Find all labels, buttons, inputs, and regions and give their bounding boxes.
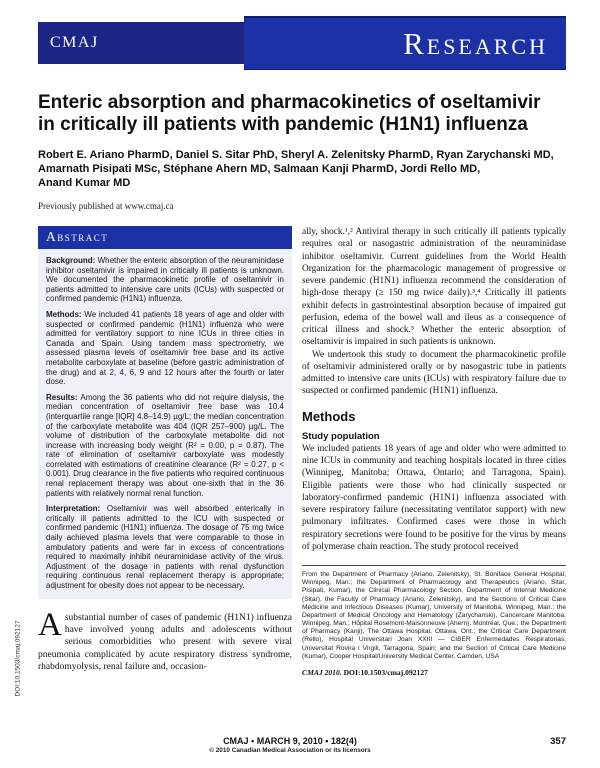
- abstract-interpretation-label: Interpretation:: [46, 504, 101, 514]
- affiliations-block: From the Department of Pharmacy (Ariano, Zelenitsky), St. Boniface General Hospital, Winnipeg, Man.; the Department of Pharmacology and Therapeutics (Ariano, Sitar, Pisipati, Kumar), the Clinical Pharmacology Section, Department of Internal Medicine (Sitar), the Faculty of Pharmacy (Ariano, Zelenitsky), and the Sections of Critical Care Medicine and Infectious Diseases (Kumar), University of Manitoba, Winnipeg, Man.; the Department of Medical Oncology and Hematology (Zarychanski), Cancercare Manitoba, Winnipeg, Man.; Hôpital Rosemont-Maisonneuve (Ahern), Montréal, Que.; the Department of Pharmacy (Kanji), The Ottawa Hospital, Ottawa, Ont.; the Critical Care Department (Rello), Hospital Universitari Joan XXIII — CIBER Enfermedades Respiratorias, Universitat Rovira i Virgili, Tarragona, Spain; and the Section of Critical Care Medicine (Kumar), Cooper Hospital/University Medical Center, Camden, USA: [302, 565, 566, 661]
- author-line: Anand Kumar MD: [38, 176, 131, 189]
- body-paragraph-2: We undertook this study to document the pharmacokinetic profile of oseltamivir administered orally or by nasogastric tube in patients admitted to intensive care units (ICUs) with respiratory failure due to suspected or confirmed pandemic (H1N1) influenza.: [302, 349, 566, 397]
- abstract-interpretation-paragraph: [46, 504, 284, 590]
- article-title: [38, 92, 558, 137]
- research-section-banner: [244, 16, 566, 70]
- intro-paragraph-text: substantial number of cases of pandemic (H1N1) influenza have involved young adults and adolescents without serious comorbidities who present with severe viral pneumonia complicated by acute respiratory distress syndrome, rhabdomyolysis, renal failure and, occasion-: [38, 612, 292, 672]
- vertical-doi-text: DOI:10.1503/cmaj.092127: [14, 620, 22, 697]
- abstract-background-paragraph: [46, 256, 284, 304]
- author-line: Amarnath Pisipati MSc, Stéphane Ahern MD, Salmaan Kanji PharmD, Jordi Rello MD,: [38, 162, 481, 175]
- intro-paragraph: [38, 606, 292, 674]
- citation-doi: DOI:10.1503/cmaj.092127: [341, 668, 428, 677]
- footer: [150, 736, 430, 754]
- drop-cap: A: [38, 606, 62, 643]
- abstract-methods-label: Methods:: [46, 309, 82, 319]
- citation-journal: CMAJ 2010.: [302, 668, 342, 677]
- study-population-paragraph: We included patients 18 years of age and older who were admitted to nine ICUs in community and teaching hospitals located in three cities (Winnipeg, Manitoba; Ottawa, Ontario; and Tarragona, Spain). Eligible patients were those who had clinically suspected or laboratory-confirmed pandemic (H1N1) influenza associated with severe respiratory failure (necessitating ventilator support) with new pulmonary infiltrates. Confirmed cases were those in which respiratory secretions were found to be positive for the virus by means of polymerase chain reaction. The study protocol received: [302, 443, 566, 552]
- abstract-results-text: Among the 36 patients who did not require dialysis, the median concentration of oseltamivir free base was 10.4 (interquartile range [IQR] 4.8–14.9) µg/L; the median concentration of the carboxylate metabolite was 404 (IQR 257–900) µg/L. The volume of distribution of the carboxylate metabolite did not increase with increasing body weight (R² = 0.00, p = 0.87). The rate of elimination of oseltamivir carboxylate was modestly correlated with estimations of creatinine clearance (R² = 0.27, p < 0.001). Drug clearance in the five patients who required continuous renal replacement therapy was about one-sixth that in the 36 patients with relatively normal renal function.: [46, 392, 284, 498]
- author-list: [38, 149, 566, 190]
- study-population-section: [302, 443, 566, 553]
- left-column: [38, 226, 292, 673]
- page-number: 357: [550, 736, 566, 747]
- abstract-results-paragraph: [46, 393, 284, 499]
- previously-published-note: Previously published at www.cmaj.ca: [38, 201, 174, 211]
- study-population-heading: Study population: [302, 430, 380, 442]
- footer-journal-issue: CMAJ • MARCH 9, 2010 • 182(4): [223, 736, 357, 746]
- abstract-results-label: Results:: [46, 392, 78, 402]
- right-column: [302, 226, 566, 677]
- two-column-layout: [38, 226, 566, 677]
- cmaj-logo-box: [38, 22, 244, 64]
- abstract-methods-text: We included 41 patients 18 years of age and older with suspected or confirmed pandemic (H1N1) influenza who were admitted for ventilatory support to nine ICUs in three cities in Canada and Spain. Using tandem mass spectrometry, we assessed plasma levels of oseltamivir free base and its active metabolite carboxylate at baseline (before gastric administration of the drug) and at 2, 4, 6, 9 and 12 hours after the fourth or later dose.: [46, 309, 284, 387]
- footer-copyright: © 2010 Canadian Medical Association or its licensors: [209, 747, 371, 754]
- abstract-background-label: Background:: [46, 256, 96, 265]
- citation-line: [302, 668, 566, 677]
- abstract-interpretation-text: Oseltamivir was well absorbed enterically in critically ill patients admitted to the ICU with suspected or confirmed pandemic (H1N1) influenza. The dosage of 75 mg twice daily achieved plasma levels that were comparable to those in ambulatory patients and were far in excess of concentrations required to maximally inhibit neuraminidase activity of the virus. Adjustment of the dosage in patients with renal dysfunction requiring continuous renal replacement therapy is appropriate; adjustment for obesity does not appear to be necessary.: [46, 504, 284, 590]
- journal-logo-text: CMAJ: [50, 34, 99, 51]
- section-label: Research: [403, 26, 548, 61]
- article-title-line2: in critically ill patients with pandemic (H1N1) influenza: [38, 114, 528, 136]
- body-paragraph-1: ally, shock.¹,² Antiviral therapy in such critically ill patients typically requires oral or nasogastric administration of the neuraminidase inhibitor oseltamivir. Current guidelines from the World Health Organization for the pharmacologic management of progressive or severe pandemic (H1N1) influenza recommend the consideration of high-dose therapy (≥ 150 mg twice daily).³,⁴ Critically ill patients exhibit defects in gastrointestinal absorption because of impaired gut perfusion, edema of the bowel wall and ileus as a consequence of critical illness and shock.⁵ Whether the enteric absorption of oseltamivir is impaired in such patients is unknown.: [302, 227, 566, 348]
- abstract-heading: Abstract: [46, 229, 109, 244]
- body-text-column2: [302, 226, 566, 398]
- abstract-background-text: Whether the enteric absorption of the neuraminidase inhibitor oseltamivir is impaired in critically ill patients is unknown. We documented the pharmacokinetic profile of oseltamivir in patients admitted to intensive care units (ICUs) with suspected or confirmed pandemic (H1N1) influenza.: [46, 256, 284, 304]
- article-title-line1: Enteric absorption and pharmacokinetics of oseltamivir: [38, 92, 541, 113]
- author-line: Robert E. Ariano PharmD, Daniel S. Sitar PhD, Sheryl A. Zelenitsky PharmD, Ryan Zarychanski MD,: [38, 149, 554, 161]
- abstract-header-bar: [38, 226, 292, 249]
- methods-heading: Methods: [302, 408, 356, 424]
- abstract-body: [38, 249, 292, 599]
- abstract-methods-paragraph: [46, 310, 284, 387]
